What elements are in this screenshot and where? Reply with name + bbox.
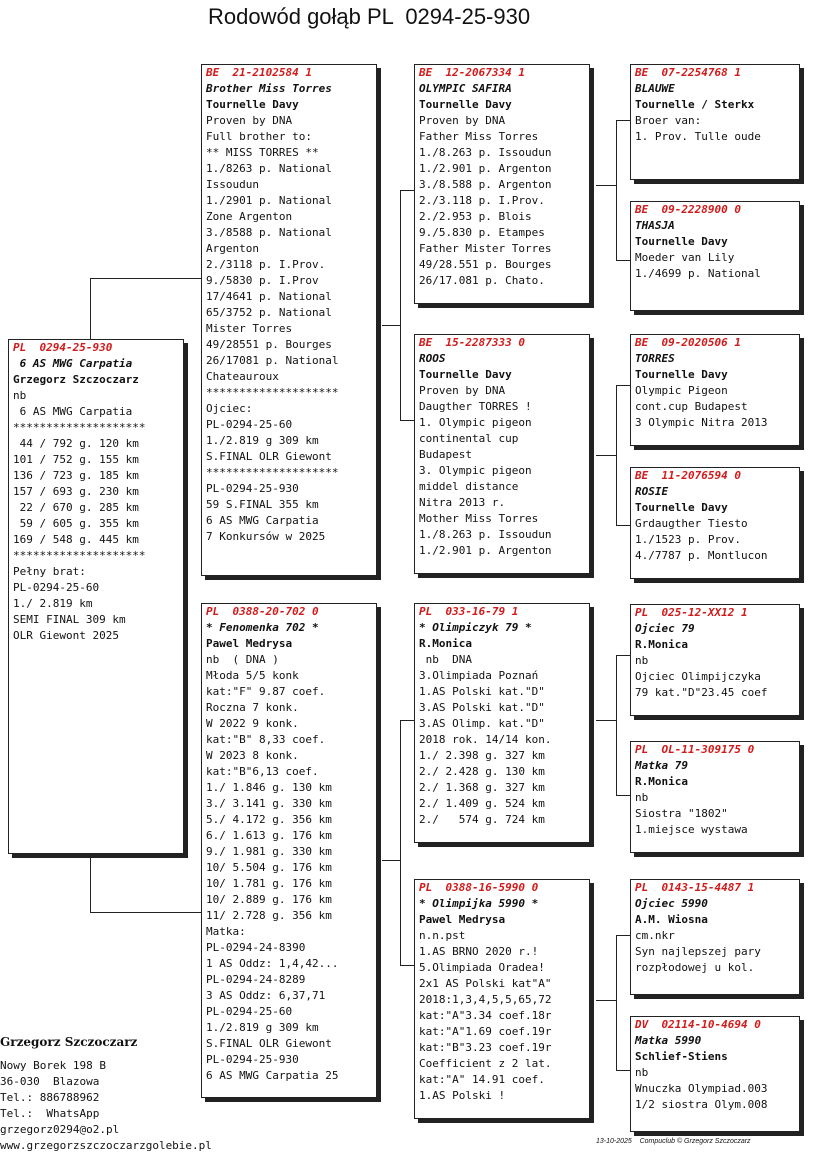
pedigree-line: 1.miejsce wystawa [635, 823, 748, 836]
pedigree-line: 59 S.FINAL 355 km [206, 498, 319, 511]
connector [90, 278, 91, 340]
pedigree-line: ******************** [13, 421, 146, 434]
pedigree-line: nb [635, 1066, 649, 1079]
pedigree-line: 1./8.263 p. Issoudun [419, 146, 552, 159]
ring-number: BE 07-2254768 1 [635, 66, 741, 79]
pigeon-owner: R.Monica [635, 638, 688, 651]
pedigree-line: Młoda 5/5 konk [206, 669, 299, 682]
footer-credit: 13-10-2025 Compuclub © Grzegorz Szczoczarz [596, 1138, 751, 1145]
pigeon-name: Ojciec 5990 [635, 897, 708, 910]
pedigree-line: kat:"B" 8,33 coef. [206, 733, 326, 746]
pigeon-name: BLAUWE [635, 82, 675, 95]
breeder-name: Grzegorz Szczoczarz [0, 1035, 138, 1049]
connector [596, 1000, 616, 1001]
pigeon-name: Matka 5990 [635, 1034, 702, 1047]
pedigree-line: 136 / 723 g. 185 km [13, 469, 139, 482]
pedigree-line: n.n.pst [419, 929, 466, 942]
pedigree-line: 5./ 4.172 g. 356 km [206, 813, 332, 826]
pedigree-line: PL-0294-25-60 [13, 581, 100, 594]
pedigree-line: Grdaugther Tiesto [635, 517, 748, 530]
pedigree-line: W 2022 9 konk. [206, 717, 299, 730]
pigeon-name: * Olimpijka 5990 * [419, 897, 539, 910]
connector [90, 858, 91, 913]
pigeon-owner: Schlief-Stiens [635, 1050, 728, 1063]
ring-number: PL 0388-20-702 0 [206, 605, 319, 618]
pigeon-name: Brother Miss Torres [206, 82, 332, 95]
page-title: Rodowód gołąb PL 0294-25-930 [208, 4, 531, 29]
pigeon-name: Ojciec 79 [635, 622, 695, 635]
connector [616, 935, 617, 1070]
pedigree-line: 1/2 siostra Olym.008 [635, 1098, 768, 1111]
pigeon-name: ROSIE [635, 485, 669, 498]
pigeon-name: TORRES [635, 352, 675, 365]
pedigree-line: Coefficient z 2 lat. [419, 1057, 552, 1070]
pedigree-line: 3./ 3.141 g. 330 km [206, 797, 332, 810]
pedigree-line: 1./4699 p. National [635, 267, 761, 280]
pigeon-owner: Tournelle Davy [635, 368, 728, 381]
pigeon-owner: Tournelle Davy [419, 98, 512, 111]
pedigree-line: 169 / 548 g. 445 km [13, 533, 139, 546]
ring-number: BE 09-2228900 0 [635, 203, 741, 216]
pedigree-line: Father Mister Torres [419, 242, 552, 255]
pedigree-line: 10/ 1.781 g. 176 km [206, 877, 332, 890]
pedigree-line: Proven by DNA [419, 114, 506, 127]
ring-number: PL 0143-15-4487 1 [635, 881, 755, 894]
pedigree-line: 65/3752 p. National [206, 306, 332, 319]
pedigree-line: 22 / 670 g. 285 km [13, 501, 139, 514]
pigeon-name: * Olimpiczyk 79 * [419, 621, 532, 634]
pigeon-card-mmm [630, 1016, 800, 1132]
connector [616, 385, 617, 525]
pedigree-line: 1./2901 p. National [206, 194, 332, 207]
pedigree-line: 44 / 792 g. 120 km [13, 437, 139, 450]
ring-number: BE 11-2076594 0 [635, 469, 741, 482]
pedigree-line: kat:"F" 9.87 coef. [206, 685, 326, 698]
connector [596, 455, 616, 456]
pedigree-line: Mother Miss Torres [419, 512, 539, 525]
pedigree-line: SEMI FINAL 309 km [13, 613, 126, 626]
pigeon-card-fmf [630, 334, 800, 446]
connector [400, 720, 401, 965]
pedigree-line: 17/4641 p. National [206, 290, 332, 303]
pigeon-card-main [8, 339, 184, 854]
pedigree-line: 1./ 2.398 g. 327 km [419, 749, 545, 762]
pigeon-name: 6 AS MWG Carpatia [13, 357, 133, 370]
pedigree-line: Roczna 7 konk. [206, 701, 299, 714]
pedigree-line: 101 / 752 g. 155 km [13, 453, 139, 466]
pedigree-line: 2x1 AS Polski kat"A" [419, 977, 552, 990]
pedigree-line: kat:"A" 14.91 coef. [419, 1073, 545, 1086]
pedigree-line: 3 AS Oddz: 6,37,71 [206, 989, 326, 1002]
pedigree-line: 10/ 2.889 g. 176 km [206, 893, 332, 906]
ring-number: BE 12-2067334 1 [419, 66, 525, 79]
pedigree-line: Budapest [419, 448, 472, 461]
pedigree-line: Syn najlepszej pary [635, 945, 761, 958]
pedigree-line: 1.AS Polski kat."D" [419, 685, 545, 698]
pedigree-line: continental cup [419, 432, 519, 445]
pedigree-line: Matka: [206, 925, 246, 938]
pedigree-line: 157 / 693 g. 230 km [13, 485, 139, 498]
ring-number: PL 0294-25-930 [13, 341, 113, 354]
pigeon-name: OLYMPIC SAFIRA [419, 82, 512, 95]
pedigree-line: 3 Olympic Nitra 2013 [635, 416, 768, 429]
pedigree-line: 26/17.081 p. Chato. [419, 274, 545, 287]
pigeon-owner: Tournelle Davy [419, 368, 512, 381]
pigeon-owner: A.M. Wiosna [635, 913, 708, 926]
pedigree-line: PL-0294-25-930 [206, 1053, 299, 1066]
pedigree-line: 2018:1,3,4,5,5,65,72 [419, 993, 552, 1006]
pigeon-owner: Tournelle Davy [635, 235, 728, 248]
connector [596, 185, 616, 186]
pedigree-line: 6 AS MWG Carpatia [206, 514, 319, 527]
connector [90, 912, 204, 913]
pedigree-line: 5.Olimpiada Oradea! [419, 961, 545, 974]
pigeon-card-father-mother [414, 334, 590, 574]
pedigree-line: PL-0294-25-60 [206, 418, 293, 431]
pedigree-line: kat:"B"3.23 coef.19r [419, 1041, 552, 1054]
pedigree-line: 49/28.551 p. Bourges [419, 258, 552, 271]
pigeon-card-ffm [630, 201, 800, 311]
pigeon-owner: Pawel Medrysa [419, 913, 506, 926]
pedigree-line: PL-0294-25-930 [206, 482, 299, 495]
pigeon-owner: Tournelle Davy [635, 501, 728, 514]
pedigree-line: PL-0294-25-60 [206, 1005, 293, 1018]
ring-number: PL 0388-16-5990 0 [419, 881, 539, 894]
pigeon-card-fff [630, 64, 800, 180]
pedigree-line: 3. Olympic pigeon [419, 464, 532, 477]
pedigree-line: cont.cup Budapest [635, 400, 748, 413]
connector [596, 720, 616, 721]
ring-number: PL 025-12-XX12 1 [635, 606, 748, 619]
pigeon-name: ROOS [419, 352, 446, 365]
pigeon-card-mff [630, 604, 800, 716]
pigeon-owner: Pawel Medrysa [206, 637, 293, 650]
pedigree-line: ******************** [206, 466, 339, 479]
pedigree-line: 1./2.901 p. Argenton [419, 162, 552, 175]
breeder-website[interactable]: www.grzegorzszczoczarzgolebie.pl [0, 1139, 212, 1152]
pedigree-line: 2018 rok. 14/14 kon. [419, 733, 552, 746]
pedigree-line: 1./8.263 p. Issoudun [419, 528, 552, 541]
ring-number: BE 15-2287333 0 [419, 336, 525, 349]
pedigree-line: 4./7787 p. Montlucon [635, 549, 768, 562]
ring-number: DV 02114-10-4694 0 [635, 1018, 761, 1031]
pedigree-line: Full brother to: [206, 130, 312, 143]
pedigree-line: kat:"A"1.69 coef.19r [419, 1025, 552, 1038]
pedigree-line: 1./2.819 g 309 km [206, 434, 319, 447]
pedigree-line: 1./2.901 p. Argenton [419, 544, 552, 557]
pigeon-owner: R.Monica [635, 775, 688, 788]
pedigree-line: ******************** [13, 549, 146, 562]
pedigree-line: W 2023 8 konk. [206, 749, 299, 762]
pigeon-owner: R.Monica [419, 637, 472, 650]
pedigree-line: Siostra "1802" [635, 807, 728, 820]
pedigree-line: 26/17081 p. National [206, 354, 339, 367]
pedigree-line: Ojciec: [206, 402, 253, 415]
pedigree-line: 2./3118 p. I.Prov. [206, 258, 326, 271]
pedigree-line: 6 AS MWG Carpatia [13, 405, 133, 418]
pigeon-owner: Grzegorz Szczoczarz [13, 373, 139, 386]
pedigree-line: Daugther TORRES ! [419, 400, 532, 413]
pedigree-line: PL-0294-24-8289 [206, 973, 306, 986]
pedigree-line: nb DNA [419, 653, 472, 666]
pedigree-line: 2./2.953 p. Blois [419, 210, 532, 223]
pedigree-line: cm.nkr [635, 929, 675, 942]
pedigree-line: Nitra 2013 r. [419, 496, 506, 509]
breeder-whatsapp: Tel.: WhatsApp [0, 1107, 100, 1120]
pedigree-line: Olympic Pigeon [635, 384, 728, 397]
breeder-phone: Tel.: 886788962 [0, 1091, 100, 1104]
pigeon-name: * Fenomenka 702 * [206, 621, 319, 634]
pedigree-line: 1./1523 p. Prov. [635, 533, 741, 546]
pedigree-line: 1.AS BRNO 2020 r.! [419, 945, 539, 958]
pedigree-line: 2./3.118 p. I.Prov. [419, 194, 545, 207]
pigeon-name: THASJA [635, 219, 675, 232]
ring-number: BE 21-2102584 1 [206, 66, 312, 79]
pedigree-line: Argenton [206, 242, 259, 255]
pedigree-line: 9./5830 p. I.Prov [206, 274, 319, 287]
pedigree-line: Wnuczka Olympiad.003 [635, 1082, 768, 1095]
pedigree-line: Mister Torres [206, 322, 293, 335]
pedigree-line: 79 kat."D"23.45 coef [635, 686, 768, 699]
breeder-postcode: 36-030 Blazowa [0, 1075, 100, 1088]
pedigree-line: Chateauroux [206, 370, 279, 383]
connector [400, 190, 401, 420]
pigeon-card-fmm [630, 467, 800, 579]
pedigree-line: PL-0294-24-8390 [206, 941, 306, 954]
breeder-info [0, 1034, 212, 1154]
pedigree-line: nb ( DNA ) [206, 653, 279, 666]
pedigree-line: 9./ 1.981 g. 330 km [206, 845, 332, 858]
pedigree-line: ******************** [206, 386, 339, 399]
pigeon-card-mmf [630, 879, 800, 995]
pedigree-line: 1. Olympic pigeon [419, 416, 532, 429]
pigeon-card-mother-mother [414, 879, 590, 1119]
pedigree-line: 3.AS Polski kat."D" [419, 701, 545, 714]
pedigree-line: S.FINAL OLR Giewont [206, 450, 332, 463]
pigeon-owner: Tournelle Davy [206, 98, 299, 111]
pedigree-line: 11/ 2.728 g. 356 km [206, 909, 332, 922]
pedigree-line: kat:"A"3.34 coef.18r [419, 1009, 552, 1022]
breeder-address: Nowy Borek 198 B [0, 1059, 106, 1072]
pigeon-name: Matka 79 [635, 759, 688, 772]
pedigree-line: 49/28551 p. Bourges [206, 338, 332, 351]
pedigree-line: Ojciec Olimpijczyka [635, 670, 761, 683]
pedigree-line: 3./8.588 p. Argenton [419, 178, 552, 191]
pedigree-line: Father Miss Torres [419, 130, 539, 143]
pedigree-line: 2./ 1.368 g. 327 km [419, 781, 545, 794]
connector [382, 325, 400, 326]
pedigree-line: ** MISS TORRES ** [206, 146, 319, 159]
pedigree-line: Zone Argenton [206, 210, 293, 223]
pedigree-line: S.FINAL OLR Giewont [206, 1037, 332, 1050]
pedigree-line: nb [635, 791, 649, 804]
pedigree-line: 1 AS Oddz: 1,4,42... [206, 957, 339, 970]
pedigree-line: 10/ 5.504 g. 176 km [206, 861, 332, 874]
connector [382, 860, 400, 861]
pedigree-line: 1./ 1.846 g. 130 km [206, 781, 332, 794]
ring-number: BE 09-2020506 1 [635, 336, 741, 349]
pedigree-line: 3.Olimpiada Poznań [419, 669, 539, 682]
pedigree-line: 3./8588 p. National [206, 226, 332, 239]
pedigree-line: Issoudun [206, 178, 259, 191]
pedigree-line: 1. Prov. Tulle oude [635, 130, 761, 143]
pedigree-line: 1.AS Polski ! [419, 1089, 506, 1102]
pigeon-card-father [201, 64, 377, 576]
pedigree-line: nb [635, 654, 649, 667]
breeder-email[interactable]: grzegorz0294@o2.pl [0, 1123, 120, 1136]
pedigree-line: Broer van: [635, 114, 702, 127]
pigeon-card-mother [201, 603, 377, 1098]
pedigree-line: 7 Konkursów w 2025 [206, 530, 326, 543]
pedigree-line: 1./2.819 g 309 km [206, 1021, 319, 1034]
pedigree-line: 6./ 1.613 g. 176 km [206, 829, 332, 842]
pedigree-line: 1./ 2.819 km [13, 597, 93, 610]
pedigree-line: Pełny brat: [13, 565, 86, 578]
connector [616, 655, 617, 795]
pedigree-line: rozpłodowej u kol. [635, 961, 755, 974]
pedigree-line: 2./ 574 g. 724 km [419, 813, 545, 826]
pigeon-card-mfm [630, 741, 800, 853]
pedigree-line: 59 / 605 g. 355 km [13, 517, 139, 530]
ring-number: PL 033-16-79 1 [419, 605, 519, 618]
ring-number: PL OL-11-309175 0 [635, 743, 755, 756]
pedigree-line: Proven by DNA [206, 114, 293, 127]
pedigree-line: Moeder van Lily [635, 251, 735, 264]
pedigree-line: 9./5.830 p. Etampes [419, 226, 545, 239]
pedigree-line: 3.AS Olimp. kat."D" [419, 717, 545, 730]
pigeon-card-mother-father [414, 603, 590, 843]
connector [90, 278, 204, 279]
pedigree-line: nb [13, 389, 27, 402]
pedigree-line: kat:"B"6,13 coef. [206, 765, 319, 778]
pedigree-line: Proven by DNA [419, 384, 506, 397]
pedigree-line: 6 AS MWG Carpatia 25 [206, 1069, 339, 1082]
pigeon-owner: Tournelle / Sterkx [635, 98, 755, 111]
pigeon-card-father-father [414, 64, 590, 304]
pedigree-line: OLR Giewont 2025 [13, 629, 119, 642]
pedigree-line: 2./ 2.428 g. 130 km [419, 765, 545, 778]
pedigree-line: middel distance [419, 480, 519, 493]
pedigree-line: 2./ 1.409 g. 524 km [419, 797, 545, 810]
connector [616, 120, 617, 260]
pedigree-line: 1./8263 p. National [206, 162, 332, 175]
